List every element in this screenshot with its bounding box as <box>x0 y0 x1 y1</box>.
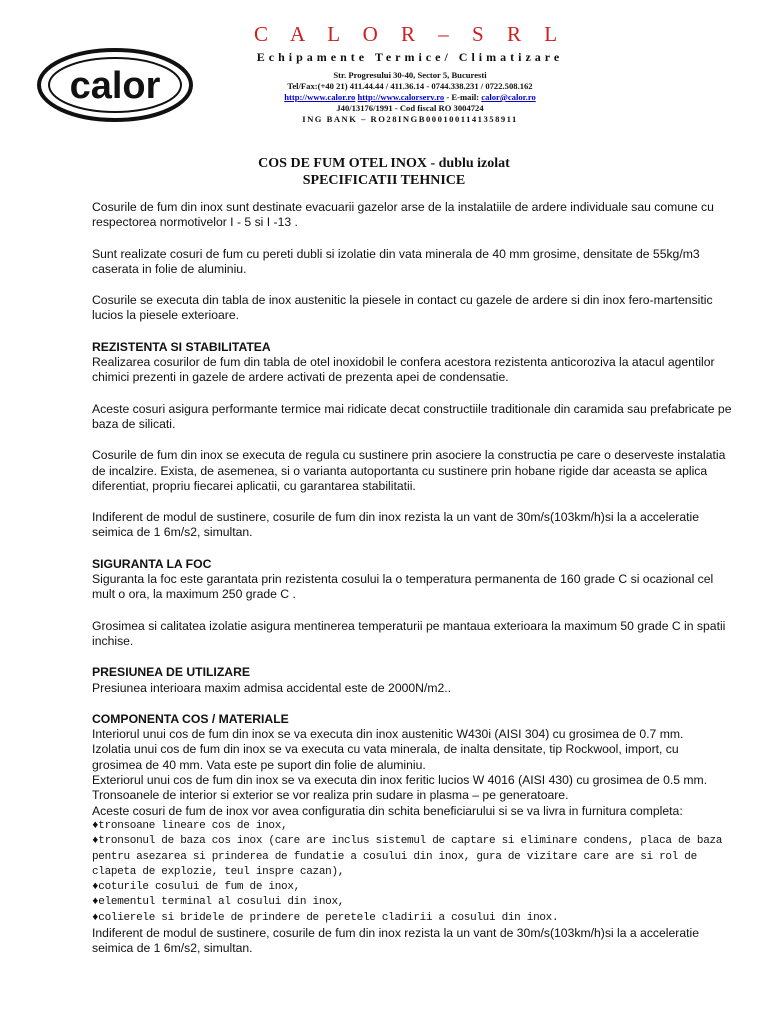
spec-line: Tronsoanele de interior si exterior se vor realiza prin sudare in plasma – pe generatoare. <box>92 788 569 803</box>
section-heading-presiunea: PRESIUNEA DE UTILIZARE <box>92 665 250 680</box>
spec-line: Izolatia unui cos de fum din inox se va executa cu vata minerala, de inalta densitate, tip Rockwool, import, cu grosimea de 40 mm. Vata este pe suport din folie de aluminiu. <box>92 742 679 772</box>
section-heading-componenta: COMPONENTA COS / MATERIALE <box>92 711 289 726</box>
website-link-calorserv[interactable]: http://www.calorserv.ro <box>357 92 445 102</box>
paragraph: Aceste cosuri asigura performante termice mai ridicate decat constructiile traditionale din caramida sau prefabricate pe baza de silicati. <box>92 401 732 431</box>
section-heading-siguranta: SIGURANTA LA FOC <box>92 556 212 571</box>
company-tagline: Echipamente Termice/ Climatizare <box>256 50 564 64</box>
section-heading-rezistenta: REZISTENTA SI STABILITATEA <box>92 339 271 354</box>
svg-text:calor: calor <box>69 65 161 107</box>
list-item: ♦elementul terminal al cosului din inox, <box>92 896 345 909</box>
list-item: ♦tronsonul de baza cos inox (care are inclus sistemul de captare si eliminare condens, placa de baza pentru asezarea si prinderea de fundatie a cosului din inox, gura de vizitare care are si rol de clapeta de explozie, teul inspre cazan), <box>92 835 723 878</box>
paragraph: Realizarea cosurilor de fum din tabla de otel inoxidobil le confera acestora rezistenta anticoroziva la atacul agentilor chimici prezenti in gazele de ardere activati de prezenta apei de condensatie. <box>92 355 715 385</box>
website-link-calor[interactable]: http://www.calor.ro <box>284 92 356 102</box>
paragraph: Cosurile de fum din inox se executa de regula cu sustinere prin asociere la constructia pe care o deserveste instalatia de incalzire. Exista, de asemenea, si o varianta autoportanta cu sustinere prin hobane rigide dar aceasta se aplica diferentiat, propriu fiecarei aplicatii, cu garantarea stabilitatii. <box>92 448 726 493</box>
company-registry: J40/13176/1991 - Cod fiscal RO 3004724 <box>336 103 484 113</box>
intro-paragraph: Cosurile de fum din inox sunt destinate evacuarii gazelor arse de la instalatiile de ardere individuale sau comune cu respectorea normotivelor I - 5 si I -13 . <box>92 200 714 230</box>
company-address: Str. Progresului 30-40, Sector 5, Bucuresti <box>333 70 487 80</box>
email-link[interactable]: calor@calor.ro <box>481 92 536 102</box>
company-bank: ING BANK – RO28INGB0001001141358911 <box>302 114 518 124</box>
paragraph: Grosimea si calitatea izolatie asigura mentinerea temperaturii pe mantaua exterioara la maximum 50 grade C in spatii inchise. <box>92 618 726 648</box>
company-name: C A L O R – S R L <box>253 22 567 46</box>
list-item: ♦tronsoane lineare cos de inox, <box>92 819 288 832</box>
intro-paragraph: Sunt realizate cosuri de fum cu pereti dubli si izolatie din vata minerala de 40 mm grosime, densitate de 55kg/m3 caserata in folie de aluminiu. <box>92 246 700 276</box>
paragraph: Siguranta la foc este garantata prin rezistenta cosului la o temperatura permanenta de 160 grade C si ocazional cel mult o ora, la maximum 250 grade C . <box>92 572 714 602</box>
intro-paragraph: Cosurile se executa din tabla de inox austenitic la piesele in contact cu gazele de ardere si din inox fero-martensitic lucios la piesele exterioare. <box>92 293 713 323</box>
paragraph: Indiferent de modul de sustinere, cosurile de fum din inox rezista la un vant de 30m/s(103km/h)si la a acceleratie seimica de 1 6m/s2, simultan. <box>92 510 699 540</box>
calor-logo <box>36 46 194 124</box>
email-label: - E-mail: <box>446 92 480 102</box>
spec-line: Exteriorul unui cos de fum din inox se va executa din inox feritic lucios W 4016 (AISI 430) cu grosimea de 0.5 mm. <box>92 773 708 788</box>
document-title: COS DE FUM OTEL INOX - dublu izolat <box>258 156 510 171</box>
spec-line: Aceste cosuri de fum de inox vor avea configuratia din schita beneficiarului si se va livra in furnitura completa: <box>92 803 683 818</box>
document-subtitle: SPECIFICATII TEHNICE <box>302 173 466 188</box>
spec-line: Interiorul unui cos de fum din inox se va executa din inox austenitic W430i (AISI 304) cu grosimea de 0.7 mm. <box>92 727 684 742</box>
document-body <box>92 200 732 957</box>
list-item: ♦coturile cosului de fum de inox, <box>92 881 300 894</box>
company-web-line <box>200 92 620 103</box>
spec-line: Indiferent de modul de sustinere, cosurile de fum din inox rezista la un vant de 30m/s(103km/h)si la a acceleratie seimica de 1 6m/s2, simultan. <box>92 925 699 956</box>
list-item: ♦colierele si bridele de prindere de peretele cladirii a cosului din inox. <box>92 911 559 924</box>
company-phones: Tel/Fax:(+40 21) 411.44.44 / 411.36.14 - 0744.338.231 / 0722.508.162 <box>287 81 533 91</box>
paragraph: Presiunea interioara maxim admisa accidental este de 2000N/m2.. <box>92 680 452 695</box>
